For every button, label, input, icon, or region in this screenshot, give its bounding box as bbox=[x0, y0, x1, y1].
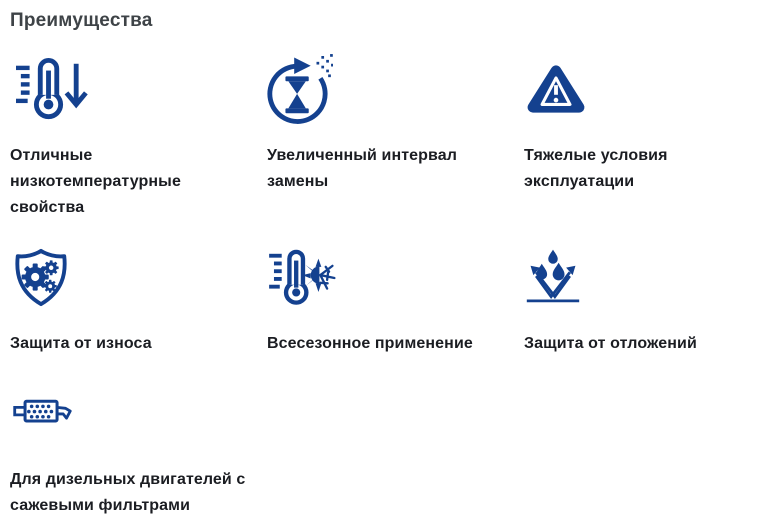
advantage-card-low-temp bbox=[10, 53, 248, 221]
thermometer-down-icon bbox=[10, 56, 88, 122]
advantage-label: Защита от износа bbox=[10, 335, 152, 352]
advantage-label: Увеличенный интервал замены bbox=[267, 147, 458, 190]
advantage-label: Тяжелые условия эксплуатации bbox=[524, 147, 668, 190]
advantage-label: Защита от отложений bbox=[524, 335, 697, 352]
advantage-label: Всесезонное применение bbox=[267, 335, 473, 352]
particulate-filter-icon bbox=[10, 396, 74, 430]
section-title: Преимущества bbox=[10, 10, 153, 31]
thermometer-snowflake-icon bbox=[267, 248, 337, 306]
advantage-card-interval bbox=[267, 53, 505, 221]
hourglass-cycle-icon bbox=[267, 53, 333, 125]
warning-triangle-icon bbox=[524, 63, 588, 115]
advantage-card-deposits bbox=[524, 241, 762, 357]
advantage-card-dpf bbox=[10, 377, 248, 519]
advantages-grid bbox=[10, 53, 755, 519]
droplets-repel-icon bbox=[524, 247, 582, 307]
advantage-card-all-season bbox=[267, 241, 505, 357]
advantage-card-wear bbox=[10, 241, 248, 357]
advantage-card-severe bbox=[524, 53, 762, 221]
shield-gears-icon bbox=[10, 245, 72, 309]
advantage-label: Отличные низкотемпературные свойства bbox=[10, 147, 181, 216]
advantage-label: Для дизельных двигателей с сажевыми фильтрами bbox=[10, 471, 246, 514]
